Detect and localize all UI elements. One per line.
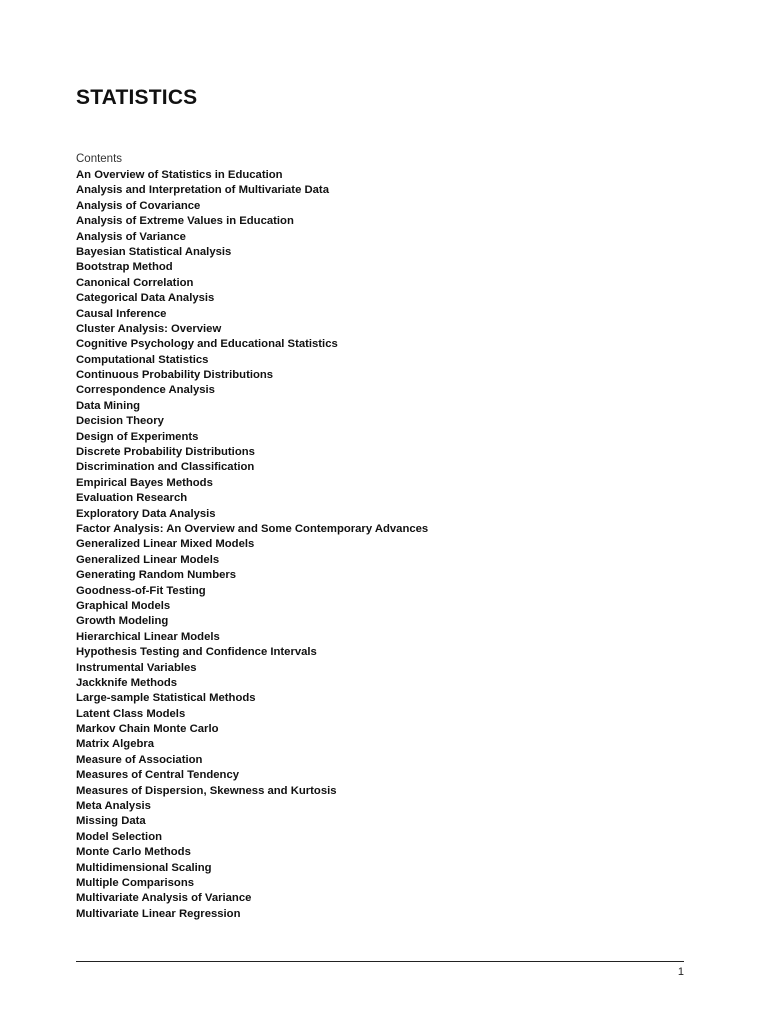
toc-item[interactable]: Design of Experiments	[76, 430, 199, 443]
page-number: 1	[677, 966, 684, 978]
toc-item[interactable]: Markov Chain Monte Carlo	[76, 723, 219, 736]
toc-item[interactable]: Data Mining	[76, 399, 141, 412]
toc-item[interactable]: Analysis of Covariance	[76, 199, 201, 212]
toc-item[interactable]: Canonical Correlation	[76, 276, 194, 289]
toc-item[interactable]: Continuous Probability Distributions	[76, 369, 274, 382]
page-title: STATISTICS	[76, 86, 198, 109]
toc-item[interactable]: Model Selection	[76, 830, 162, 843]
toc-item[interactable]: Bootstrap Method	[76, 261, 173, 274]
toc-item[interactable]: Bayesian Statistical Analysis	[76, 245, 232, 258]
toc-item[interactable]: Analysis of Extreme Values in Education	[76, 215, 294, 228]
toc-item[interactable]: Multivariate Analysis of Variance	[76, 892, 252, 905]
toc-item[interactable]: Analysis and Interpretation of Multivariate Data	[76, 184, 329, 197]
toc-item[interactable]: Hierarchical Linear Models	[76, 630, 220, 643]
toc-item[interactable]: Factor Analysis: An Overview and Some Contemporary Advances	[76, 522, 429, 535]
toc-item[interactable]: Decision Theory	[76, 415, 164, 428]
toc-item[interactable]: Categorical Data Analysis	[76, 292, 215, 305]
toc-item[interactable]: Measure of Association	[76, 753, 203, 766]
toc-item[interactable]: An Overview of Statistics in Education	[76, 169, 283, 181]
toc-item[interactable]: Causal Inference	[76, 307, 167, 320]
toc-item[interactable]: Cognitive Psychology and Educational Statistics	[76, 338, 338, 351]
toc-item[interactable]: Jackknife Methods	[76, 676, 178, 689]
toc-item[interactable]: Correspondence Analysis	[76, 384, 215, 397]
toc-item[interactable]: Generalized Linear Models	[76, 553, 220, 566]
toc-item[interactable]: Goodness-of-Fit Testing	[76, 584, 206, 597]
toc-item[interactable]: Meta Analysis	[76, 800, 151, 813]
toc-item[interactable]: Growth Modeling	[76, 615, 169, 628]
toc-item[interactable]: Multiple Comparisons	[76, 876, 194, 889]
toc-item[interactable]: Analysis of Variance	[76, 230, 186, 243]
toc-item[interactable]: Measures of Dispersion, Skewness and Kurtosis	[76, 784, 337, 797]
table-of-contents	[76, 168, 428, 922]
toc-item[interactable]: Generalized Linear Mixed Models	[76, 538, 255, 551]
toc-item[interactable]: Matrix Algebra	[76, 738, 155, 751]
toc-item[interactable]: Evaluation Research	[76, 492, 188, 505]
toc-item[interactable]: Large-sample Statistical Methods	[76, 692, 256, 705]
toc-item[interactable]: Latent Class Models	[76, 707, 186, 720]
toc-item[interactable]: Discrimination and Classification	[76, 461, 255, 474]
toc-item[interactable]: Multivariate Linear Regression	[76, 907, 241, 920]
footer-divider	[76, 961, 684, 962]
toc-item[interactable]: Instrumental Variables	[76, 661, 197, 674]
toc-item[interactable]: Exploratory Data Analysis	[76, 507, 216, 520]
toc-item[interactable]: Generating Random Numbers	[76, 569, 237, 582]
toc-item[interactable]: Empirical Bayes Methods	[76, 476, 213, 489]
toc-item[interactable]: Monte Carlo Methods	[76, 846, 191, 859]
toc-item[interactable]: Cluster Analysis: Overview	[76, 322, 222, 335]
contents-label: Contents	[76, 153, 123, 165]
toc-item[interactable]: Missing Data	[76, 815, 146, 828]
toc-item[interactable]: Multidimensional Scaling	[76, 861, 212, 874]
toc-item[interactable]: Graphical Models	[76, 599, 171, 612]
toc-item[interactable]: Measures of Central Tendency	[76, 769, 240, 782]
toc-item[interactable]: Discrete Probability Distributions	[76, 446, 255, 459]
toc-item[interactable]: Computational Statistics	[76, 353, 209, 366]
toc-item[interactable]: Hypothesis Testing and Confidence Intervals	[76, 646, 317, 659]
